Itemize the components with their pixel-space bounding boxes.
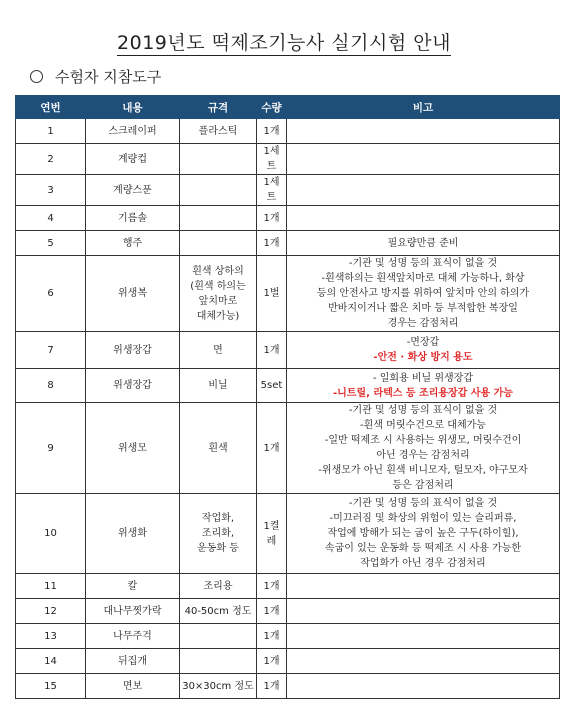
cell-note — [287, 175, 560, 206]
table-row — [16, 332, 560, 369]
cell-no: 1 — [16, 119, 86, 144]
cell-note — [287, 206, 560, 231]
note-line: 등은 감점처리 — [392, 480, 454, 491]
table-row — [16, 231, 560, 256]
cell-note — [287, 369, 560, 403]
table-row — [16, 369, 560, 403]
cell-qty: 1개 — [257, 674, 287, 699]
cell-item: 기름솔 — [86, 206, 180, 231]
header-spec: 규격 — [180, 96, 257, 119]
note-line: 경우는 감점처리 — [387, 318, 459, 329]
cell-qty: 1개 — [257, 206, 287, 231]
cell-spec — [180, 674, 257, 699]
header-no: 연번 — [16, 96, 86, 119]
cell-no: 6 — [16, 256, 86, 332]
cell-spec — [180, 175, 257, 206]
cell-spec — [180, 231, 257, 256]
cell-note — [287, 144, 560, 175]
spec-line: 조리화, — [201, 528, 235, 539]
cell-no: 11 — [16, 574, 86, 599]
note-line: 작업에 방해가 되는 굽이 높은 구두(하이힐), — [327, 528, 519, 539]
note-line-highlight: -안전 · 화상 방지 용도 — [373, 352, 473, 363]
cell-spec — [180, 256, 257, 332]
cell-spec — [180, 144, 257, 175]
section-heading-text: 수험자 지참도구 — [55, 68, 162, 86]
spec-line: 작업화, — [201, 513, 235, 524]
cell-no: 14 — [16, 649, 86, 674]
cell-qty: 1개 — [257, 649, 287, 674]
cell-qty: 1개 — [257, 231, 287, 256]
section-heading — [30, 66, 161, 87]
note-line: 아닌 경우는 감점처리 — [376, 450, 470, 461]
table-row — [16, 649, 560, 674]
cell-qty: 1세트 — [257, 144, 287, 175]
cell-no: 5 — [16, 231, 86, 256]
cell-spec — [180, 403, 257, 494]
cell-note — [287, 332, 560, 369]
cell-qty: 1개 — [257, 119, 287, 144]
cell-no: 13 — [16, 624, 86, 649]
cell-qty: 1개 — [257, 599, 287, 624]
spec-line: (흰색 하의는 — [190, 280, 246, 292]
cell-note — [287, 599, 560, 624]
cell-item: 뒤집개 — [86, 649, 180, 674]
cell-item: 면보 — [86, 674, 180, 699]
cell-note — [287, 624, 560, 649]
spec-line: 흰색 상하의 — [192, 265, 244, 277]
cell-spec — [180, 624, 257, 649]
cell-spec — [180, 369, 257, 403]
table-row — [16, 119, 560, 144]
spec-line: 플라스틱 — [198, 125, 238, 137]
cell-note — [287, 674, 560, 699]
cell-qty: 5set — [257, 369, 287, 403]
cell-item: 칼 — [86, 574, 180, 599]
cell-item: 계량스푼 — [86, 175, 180, 206]
cell-item: 행주 — [86, 231, 180, 256]
cell-qty: 1개 — [257, 403, 287, 494]
cell-qty: 1개 — [257, 624, 287, 649]
cell-item: 위생장갑 — [86, 332, 180, 369]
note-line: 반바지이거나 짧은 치마 등 부적합한 복장일 — [328, 303, 518, 314]
note-line: -흰색 머릿수건으로 대체가능 — [360, 420, 486, 431]
equipment-table — [15, 95, 560, 699]
circle-icon — [30, 70, 43, 83]
header-note: 비고 — [287, 96, 560, 119]
note-line: -면장갑 — [406, 337, 440, 348]
cell-spec — [180, 574, 257, 599]
page-title-text: 2019년도 떡제조기능사 실기시험 안내 — [117, 32, 451, 54]
spec-line: 40-50cm 정도 — [184, 605, 252, 617]
table-row — [16, 256, 560, 332]
cell-qty: 1벌 — [257, 256, 287, 332]
spec-line: 조리용 — [203, 580, 233, 592]
spec-line: 운동화 등 — [197, 543, 239, 554]
table-row — [16, 144, 560, 175]
cell-note — [287, 494, 560, 574]
note-line-highlight: -니트릴, 라텍스 등 조리용장갑 사용 가능 — [333, 387, 513, 399]
spec-line: 흰색 — [208, 442, 228, 454]
cell-qty: 1켤레 — [257, 494, 287, 574]
note-line: -기관 및 성명 등의 표식이 없을 것 — [348, 258, 498, 269]
note-line: -일반 떡제조 시 사용하는 위생모, 머릿수건이 — [324, 435, 522, 446]
table-row — [16, 599, 560, 624]
cell-spec — [180, 599, 257, 624]
cell-item: 스크레이퍼 — [86, 119, 180, 144]
cell-item: 계량컵 — [86, 144, 180, 175]
cell-item: 위생화 — [86, 494, 180, 574]
cell-qty: 1세트 — [257, 175, 287, 206]
cell-no: 7 — [16, 332, 86, 369]
cell-no: 10 — [16, 494, 86, 574]
cell-no: 15 — [16, 674, 86, 699]
cell-no: 12 — [16, 599, 86, 624]
cell-spec — [180, 649, 257, 674]
cell-spec — [180, 119, 257, 144]
table-row — [16, 403, 560, 494]
cell-note — [287, 403, 560, 494]
cell-note — [287, 231, 560, 256]
note-line: -기관 및 성명 등의 표식이 없을 것 — [348, 405, 498, 416]
cell-no: 8 — [16, 369, 86, 403]
cell-item: 위생복 — [86, 256, 180, 332]
cell-item: 나무주걱 — [86, 624, 180, 649]
cell-note — [287, 649, 560, 674]
spec-line: 30×30cm 정도 — [182, 680, 254, 692]
cell-note — [287, 574, 560, 599]
cell-spec — [180, 206, 257, 231]
cell-note — [287, 256, 560, 332]
cell-no: 3 — [16, 175, 86, 206]
note-line: 필요량만큼 준비 — [387, 237, 459, 249]
spec-line: 대체가능) — [196, 310, 240, 322]
cell-no: 4 — [16, 206, 86, 231]
spec-line: 비닐 — [208, 380, 228, 391]
table-row — [16, 175, 560, 206]
header-item: 내용 — [86, 96, 180, 119]
cell-spec — [180, 494, 257, 574]
cell-qty: 1개 — [257, 332, 287, 369]
cell-no: 9 — [16, 403, 86, 494]
note-line: 속굽이 있는 운동화 등 떡제조 시 사용 가능한 — [324, 543, 522, 554]
note-line: -기관 및 성명 등의 표식이 없을 것 — [348, 498, 498, 509]
table-row — [16, 206, 560, 231]
cell-item: 위생모 — [86, 403, 180, 494]
header-qty: 수량 — [257, 96, 287, 119]
note-line: -미끄러짐 및 화상의 위험이 있는 슬리퍼류, — [329, 513, 517, 524]
spec-line: 면 — [213, 344, 223, 356]
page-title — [0, 28, 568, 55]
cell-qty: 1개 — [257, 574, 287, 599]
note-line: 등의 안전사고 방지를 위하여 앞치마 안의 하의가 — [316, 288, 530, 299]
cell-spec — [180, 332, 257, 369]
cell-item: 위생장갑 — [86, 369, 180, 403]
note-line: -흰색하의는 흰색앞치마로 대체 가능하나, 화상 — [321, 273, 525, 284]
table-row — [16, 494, 560, 574]
cell-item: 대나무찟가락 — [86, 599, 180, 624]
cell-note — [287, 119, 560, 144]
table-row — [16, 574, 560, 599]
table-header-row — [16, 96, 560, 119]
table-row — [16, 674, 560, 699]
note-line: 작업화가 아닌 경우 감점처리 — [360, 558, 486, 569]
spec-line: 앞치마로 — [198, 295, 238, 307]
cell-no: 2 — [16, 144, 86, 175]
table-row — [16, 624, 560, 649]
note-line: - 일회용 비닐 위생장갑 — [372, 372, 474, 384]
note-line: -위생모가 아닌 흰색 비니모자, 털모자, 야구모자 — [318, 465, 528, 476]
